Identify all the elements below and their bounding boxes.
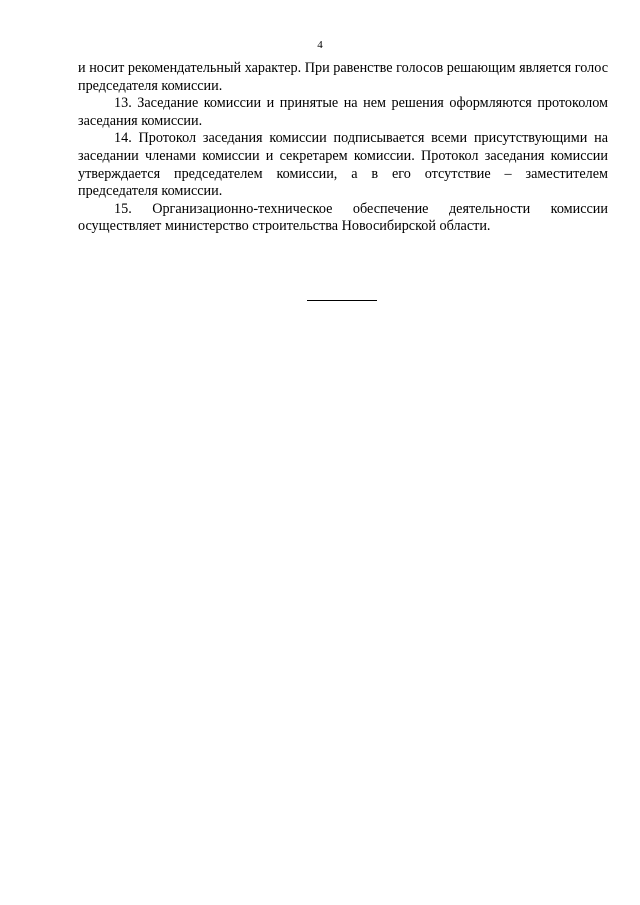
page-number: 4 [317, 39, 323, 51]
paragraph-item-14: 14. Протокол заседания комиссии подписывается всеми присутствующими на заседании членами комиссии и секретарем комиссии. Протокол заседания комиссии утверждается председателем комиссии, а в его отсутствие – заместителем председателя комиссии. [78, 130, 608, 200]
paragraph-continuation: и носит рекомендательный характер. При равенстве голосов решающим является голос председателя комиссии. [78, 60, 608, 94]
paragraph-item-15: 15. Организационно-техническое обеспечение деятельности комиссии осуществляет министерство строительства Новосибирской области. [78, 200, 608, 235]
paragraph-item-13: 13. Заседание комиссии и принятые на нем решения оформляются протоколом заседания комиссии. [78, 95, 608, 129]
end-separator-line [307, 300, 377, 301]
document-body [78, 60, 608, 236]
